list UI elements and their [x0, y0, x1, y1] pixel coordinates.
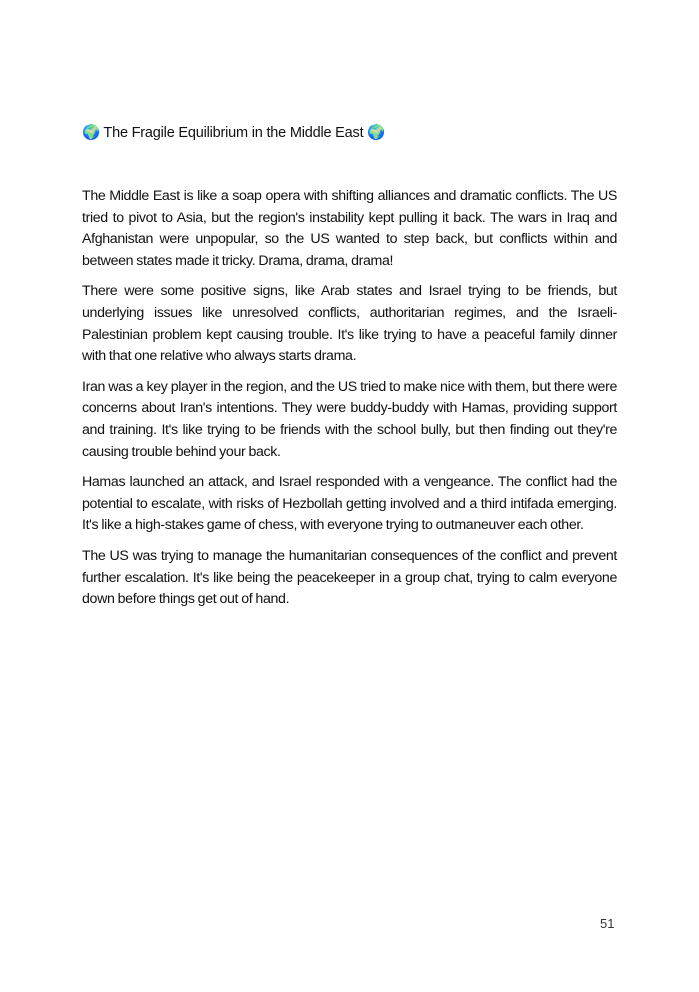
paragraph: There were some positive signs, like Arab states and Israel trying to be friends, but underlying issues like unresolved conflicts, authoritarian regimes, and the Israeli-Palestinian problem kept causing trouble. It's like trying to have a peaceful family dinner with that one relative who always starts drama. [82, 283, 617, 365]
body-text [82, 186, 617, 620]
paragraph: Iran was a key player in the region, and the US tried to make nice with them, but there were concerns about Iran's intentions. They were buddy-buddy with Hamas, providing support and training. It's like trying to be friends with the school bully, but then finding out they're causing trouble behind your back. [82, 378, 617, 460]
section-title: 🌍 The Fragile Equilibrium in the Middle East 🌍 [82, 125, 386, 141]
page-number: 51 [600, 916, 615, 931]
paragraph: Hamas launched an attack, and Israel responded with a vengeance. The conflict had the potential to escalate, with risks of Hezbollah getting involved and a third intifada emerging. It's like a high-stakes game of chess, with everyone trying to outmaneuver each other. [82, 474, 617, 534]
paragraph: The US was trying to manage the humanitarian consequences of the conflict and prevent further escalation. It's like being the peacekeeper in a group chat, trying to calm everyone down before things get out of hand. [82, 547, 617, 608]
paragraph: The Middle East is like a soap opera with shifting alliances and dramatic conflicts. The US tried to pivot to Asia, but the region's instability kept pulling it back. The wars in Iraq and Afghanistan were unpopular, so the US wanted to step back, but conflicts within and between states made it tricky. Drama, drama, drama! [82, 188, 617, 269]
